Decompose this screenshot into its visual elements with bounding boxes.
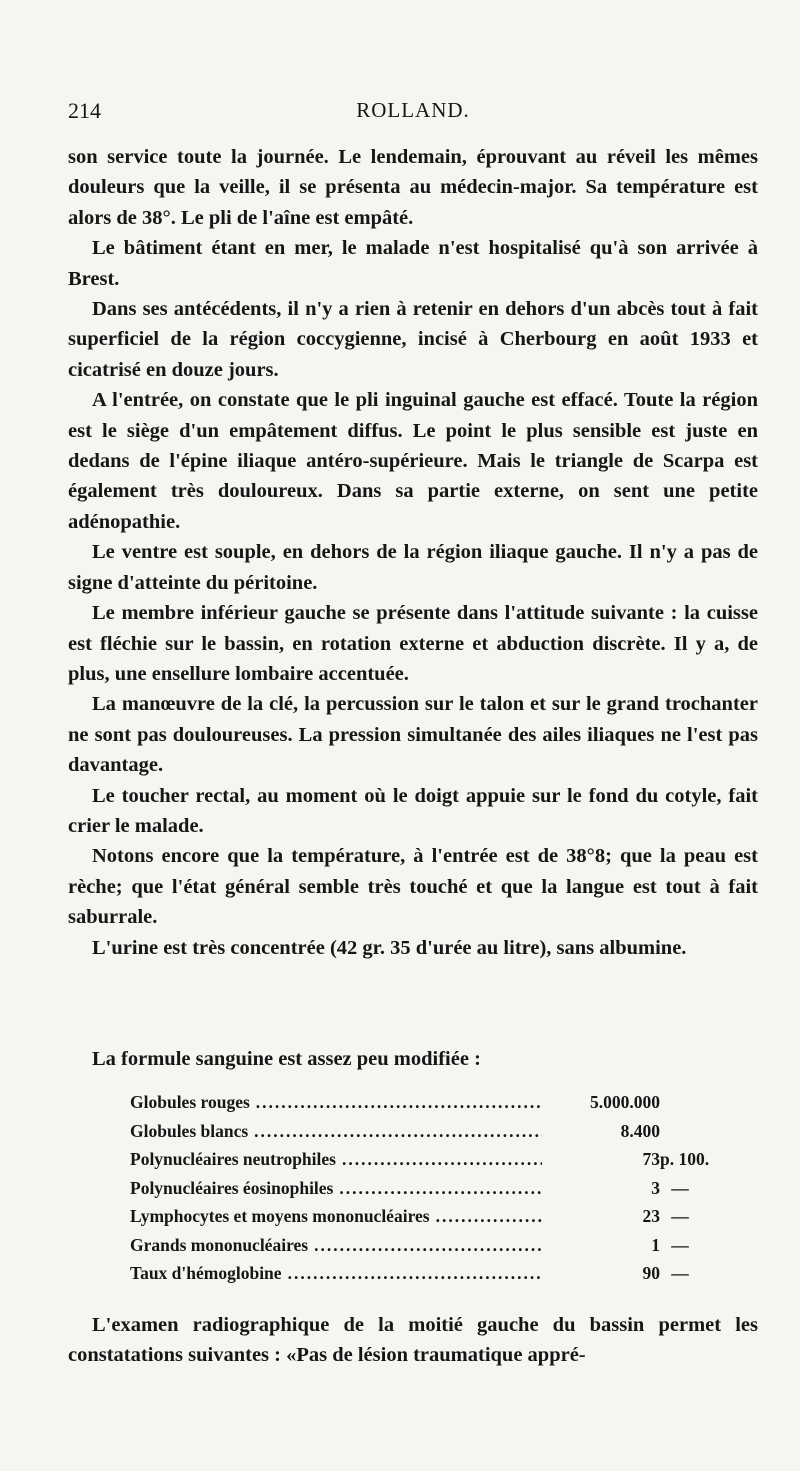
paragraph: La manœuvre de la clé, la percussion sur le talon et sur le grand trochanter ne sont pas douloureuses. La pression simultanée des ailes iliaques ne l'est pas davantage. <box>68 693 758 777</box>
row-value: 90 <box>642 1263 660 1283</box>
closing-block <box>68 1310 758 1371</box>
running-title: ROLLAND. <box>356 98 470 122</box>
paragraph: Le ventre est souple, en dehors de la région iliaque gauche. Il n'y a pas de signe d'atteinte du péritoine. <box>68 541 758 594</box>
row-unit: — <box>671 1177 689 1198</box>
dot-leader <box>342 1149 542 1170</box>
table-row <box>130 1206 700 1235</box>
paragraph: Le membre inférieur gauche se présente dans l'attitude suivante : la cuisse est fléchie sur le bassin, en rotation externe et abduction discrète. Il y a, de plus, une ensellure lombaire accentuée. <box>68 602 758 685</box>
page-number: 214 <box>68 98 101 123</box>
row-value: 1 <box>651 1234 660 1255</box>
row-label: Polynucléaires neutrophiles <box>130 1149 336 1169</box>
row-value: 73 <box>642 1149 660 1169</box>
formula-intro-block <box>68 1044 758 1074</box>
row-value: 5.000.000 <box>590 1092 660 1112</box>
body-text <box>68 142 758 963</box>
row-label: Taux d'hémoglobine <box>130 1263 282 1283</box>
row-unit: — <box>671 1263 689 1283</box>
table-row <box>130 1121 700 1150</box>
row-value: 23 <box>642 1206 660 1226</box>
paragraph: Notons encore que la température, à l'entrée est de 38°8; que la peau est rèche; que l'état général semble très touché et que la langue est tout à fait saburrale. <box>68 845 758 929</box>
formula-intro: La formule sanguine est assez peu modifiée : <box>92 1048 481 1070</box>
row-label: Globules blancs <box>130 1120 249 1141</box>
row-value: 8.400 <box>620 1120 660 1141</box>
page-header <box>68 98 758 132</box>
table-row <box>130 1263 700 1292</box>
table-row <box>130 1092 700 1121</box>
row-unit: p. 100. <box>660 1149 710 1169</box>
row-unit: — <box>671 1206 689 1226</box>
dot-leader <box>254 1121 542 1142</box>
row-label: Globules rouges <box>130 1092 250 1112</box>
paragraph: L'urine est très concentrée (42 gr. 35 d'urée au litre), sans albumine. <box>92 936 687 959</box>
row-label: Lymphocytes et moyens mononucléaires <box>130 1206 430 1226</box>
paragraph: A l'entrée, on constate que le pli inguinal gauche est effacé. Toute la région est le siège d'un empâtement diffus. Le point le plus sensible est juste en dedans de l'épine iliaque antéro-supérieure. Mais le triangle de Scarpa est également très douloureux. Dans sa partie externe, on sent une petite adénopathie. <box>68 389 758 533</box>
row-value: 3 <box>651 1177 660 1198</box>
table-row <box>130 1235 700 1264</box>
dot-leader <box>314 1235 542 1256</box>
table-row <box>130 1178 700 1207</box>
dot-leader <box>256 1092 542 1113</box>
row-label: Polynucléaires éosinophiles <box>130 1177 334 1198</box>
dot-leader <box>436 1206 542 1227</box>
table-row <box>130 1149 710 1178</box>
paragraph: Le toucher rectal, au moment où le doigt appuie sur le fond du cotyle, fait crier le malade. <box>68 784 758 837</box>
paragraph: son service toute la journée. Le lendemain, éprouvant au réveil les mêmes douleurs que la veille, il se présenta au médecin-major. Sa température est alors de 38°. Le pli de l'aîne est empâté. <box>68 146 758 229</box>
paragraph: Le bâtiment étant en mer, le malade n'est hospitalisé qu'à son arrivée à Brest. <box>68 237 758 290</box>
paragraph: Dans ses antécédents, il n'y a rien à retenir en dehors d'un abcès tout à fait superficiel de la région coccygienne, incisé à Cherbourg en août 1933 et cicatrisé en douze jours. <box>68 298 758 381</box>
closing-paragraph: L'examen radiographique de la moitié gauche du bassin permet les constatations suivantes : «Pas de lésion traumatique appré- <box>68 1314 758 1367</box>
blood-formula-table <box>130 1092 710 1292</box>
dot-leader <box>288 1263 542 1284</box>
row-unit: — <box>671 1234 689 1255</box>
row-label: Grands mononucléaires <box>130 1234 309 1255</box>
dot-leader <box>339 1178 542 1199</box>
